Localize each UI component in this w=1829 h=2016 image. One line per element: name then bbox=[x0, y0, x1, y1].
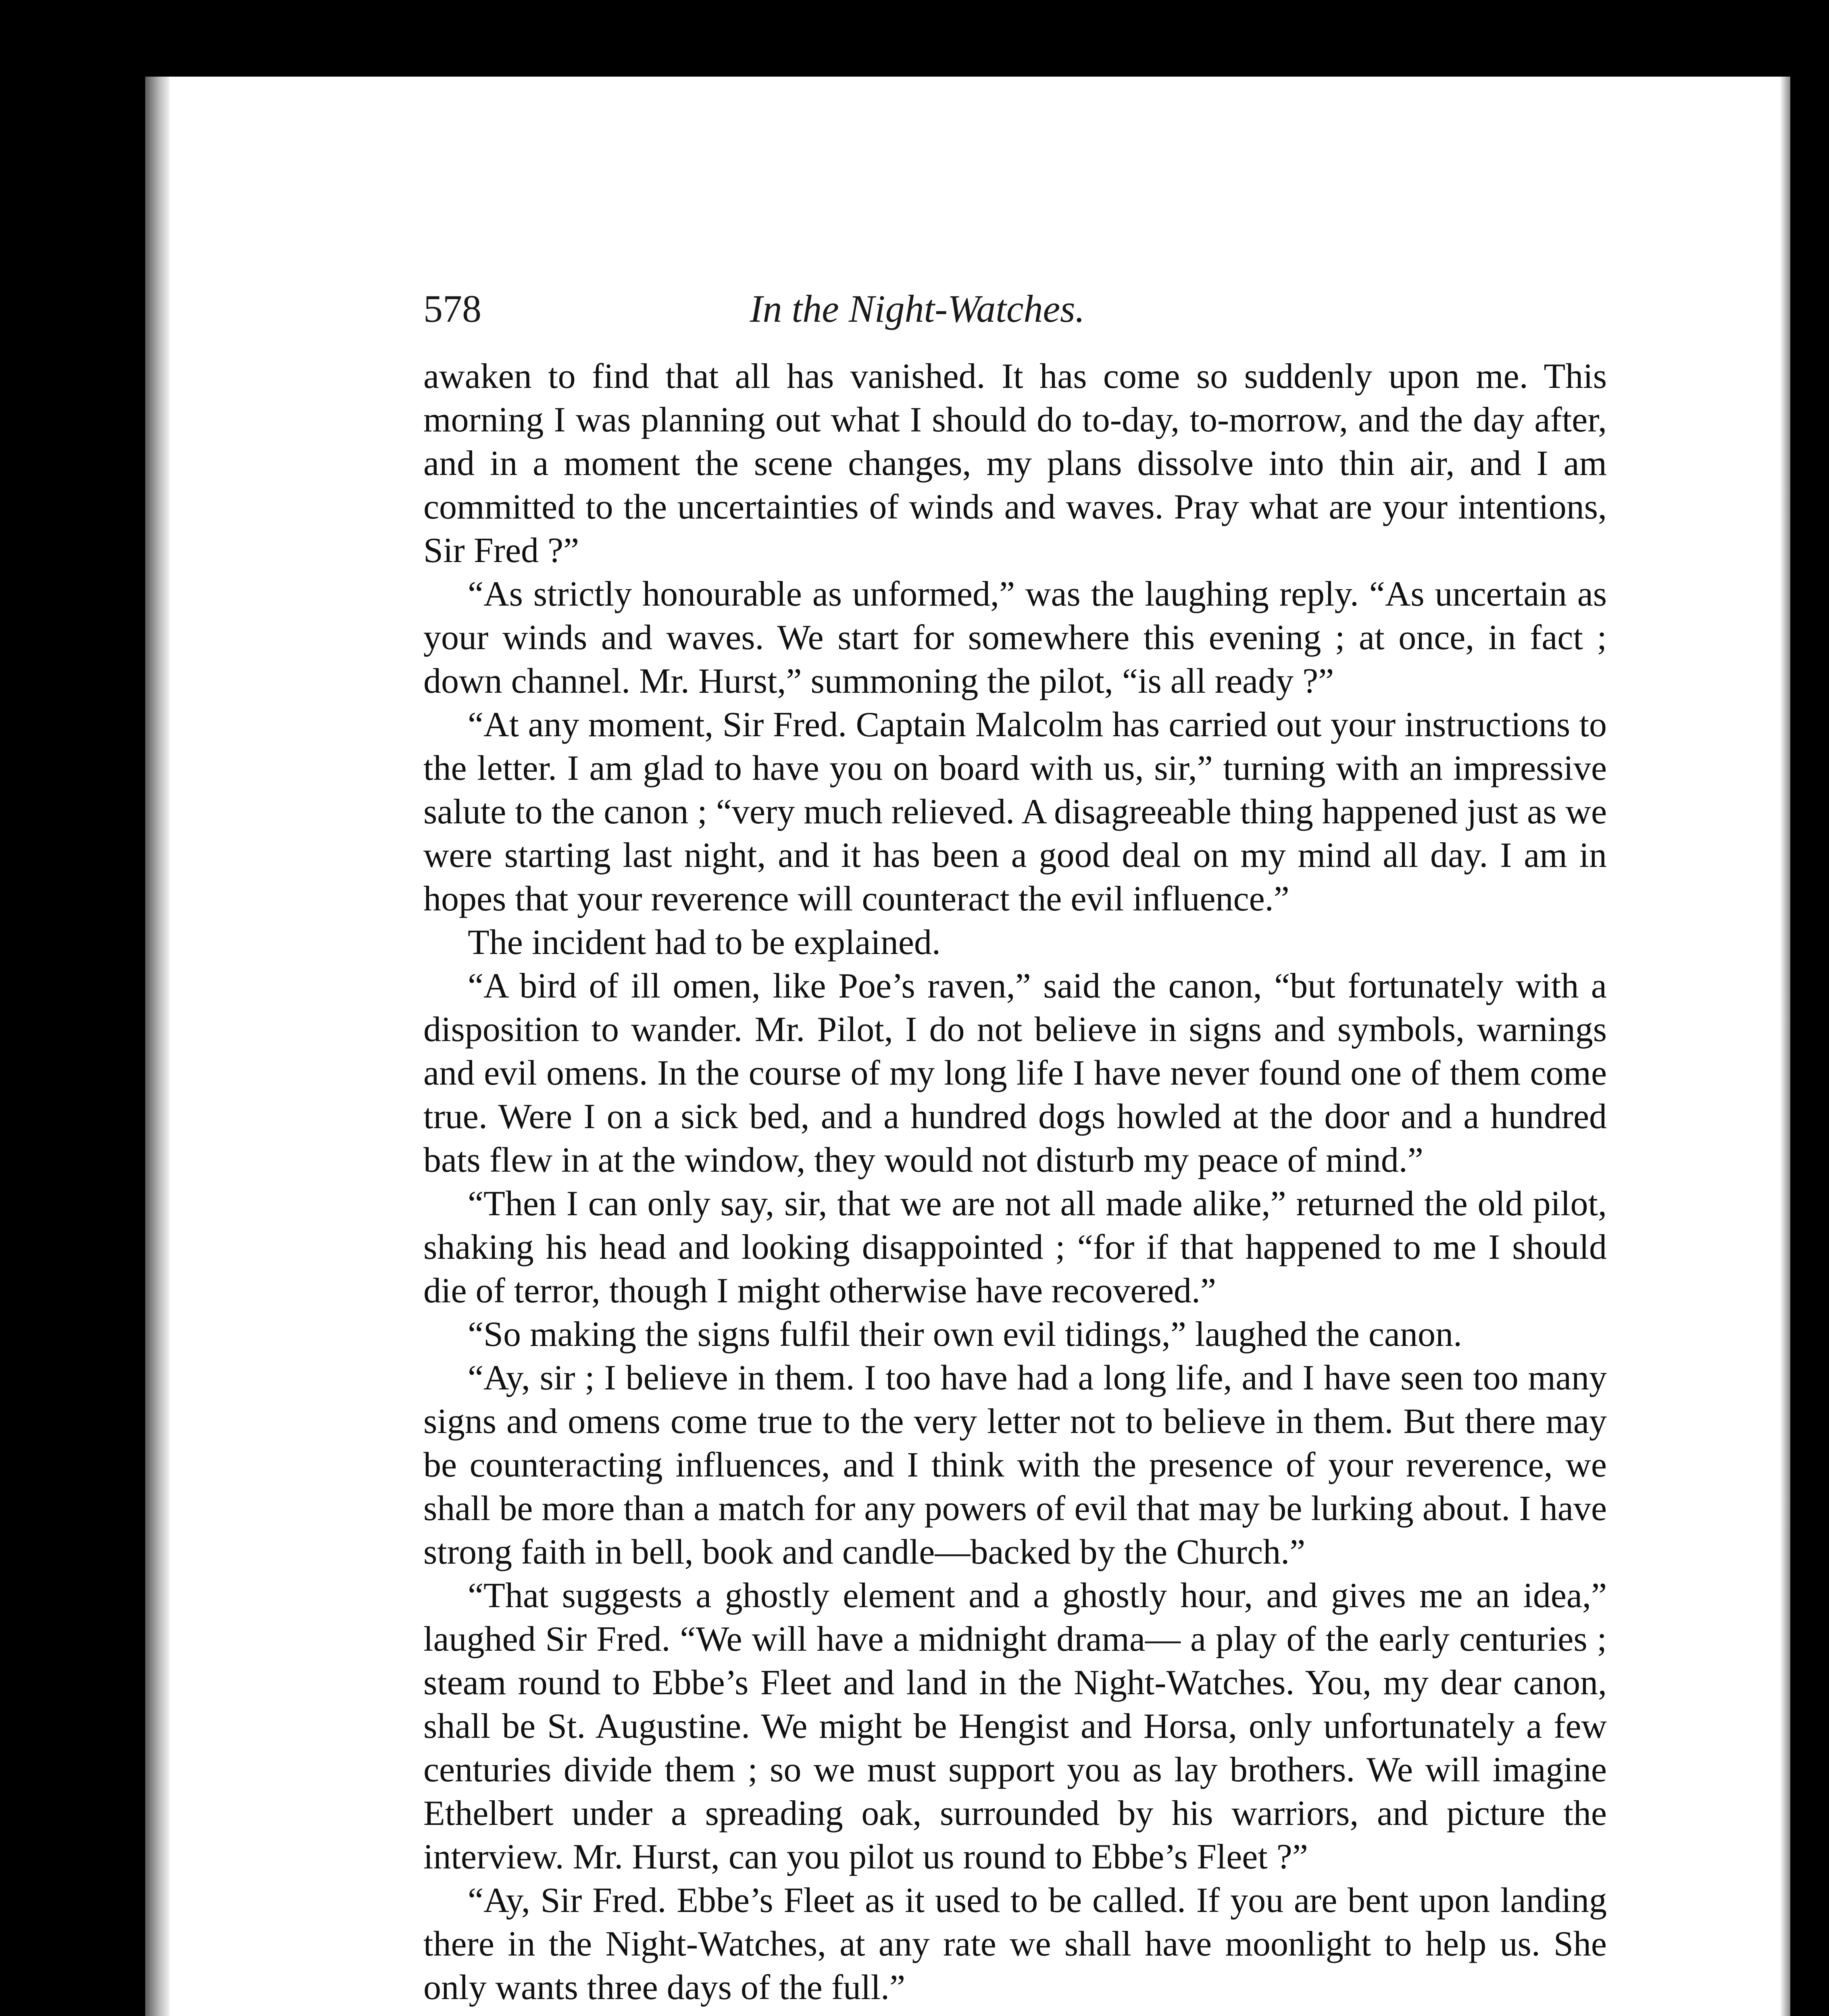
page-number: 578 bbox=[423, 287, 481, 330]
paragraph: “A bird of ill omen, like Poe’s raven,” said the canon, “but fortunately with a disposition to wander. Mr. Pilot, I do not believe in signs and symbols, warnings and evil omens. In the course of my long life I have never found one of them come true. Were I on a sick bed, and a hundred dogs howled at the door and a hundred bats flew in at the window, they would not disturb my peace of mind.” bbox=[423, 966, 1607, 1180]
page-edge-shadow bbox=[1780, 77, 1790, 2016]
page-spine-shadow bbox=[145, 77, 169, 2016]
paragraph: The incident had to be explained. bbox=[468, 923, 941, 962]
body-text bbox=[423, 355, 1607, 2010]
paragraph: awaken to find that all has vanished. It has come so suddenly upon me. This morning I was planning out what I should do to-day, to-morrow, and the day after, and in a moment the scene changes, my plans dissolve into thin air, and I am committed to the uncertainties of winds and waves. Pray what are your intentions, Sir Fred ?” bbox=[423, 357, 1607, 570]
paragraph: “That suggests a ghostly element and a ghostly hour, and gives me an idea,” laughed Sir Fred. “We will have a midnight drama— a play of the early centuries ; steam round to Ebbe’s Fleet and land in the Night-Watches. You, my dear canon, shall be St. Augustine. We might be Hengist and Horsa, only unfortunately a few centuries divide them ; so we must support you as lay brothers. We will imagine Ethelbert under a spreading oak, surrounded by his warriors, and picture the interview. Mr. Hurst, can you pilot us round to Ebbe’s Fleet ?” bbox=[423, 1576, 1607, 1876]
paragraph: “So making the signs fulfil their own evil tidings,” laughed the canon. bbox=[468, 1315, 1462, 1354]
paragraph: “Ay, Sir Fred. Ebbe’s Fleet as it used to be called. If you are bent upon landing there in the Night-Watches, at any rate we shall have moonlight to help us. She only wants three days of the full.” bbox=[423, 1881, 1607, 2007]
paragraph: “As strictly honourable as unformed,” was the laughing reply. “As uncertain as your winds and waves. We start for somewhere this evening ; at once, in fact ; down channel. Mr. Hurst,” summoning the pilot, “is all ready ?” bbox=[423, 575, 1607, 701]
paragraph: “Ay, sir ; I believe in them. I too have had a long life, and I have seen too many signs and omens come true to the very letter not to believe in them. But there may be counteracting influences, and I think with the presence of your reverence, we shall be more than a match for any powers of evil that may be lurking about. I have strong faith in bell, book and candle—backed by the Church.” bbox=[423, 1358, 1607, 1572]
paragraph: “Then I can only say, sir, that we are not all made alike,” returned the old pilot, shaking his head and looking disappointed ; “for if that happened to me I should die of terror, though I might otherwise have recovered.” bbox=[423, 1184, 1607, 1310]
page-header bbox=[423, 286, 1411, 347]
book-page bbox=[145, 77, 1790, 2016]
paragraph: “At any moment, Sir Fred. Captain Malcolm has carried out your instructions to the letter. I am glad to have you on board with us, sir,” turning with an impressive salute to the canon ; “very much relieved. A disagreeable thing happened just as we were starting last night, and it has been a good deal on my mind all day. I am in hopes that your reverence will counteract the evil influence.” bbox=[423, 705, 1607, 918]
running-title: In the Night-Watches. bbox=[750, 287, 1085, 330]
